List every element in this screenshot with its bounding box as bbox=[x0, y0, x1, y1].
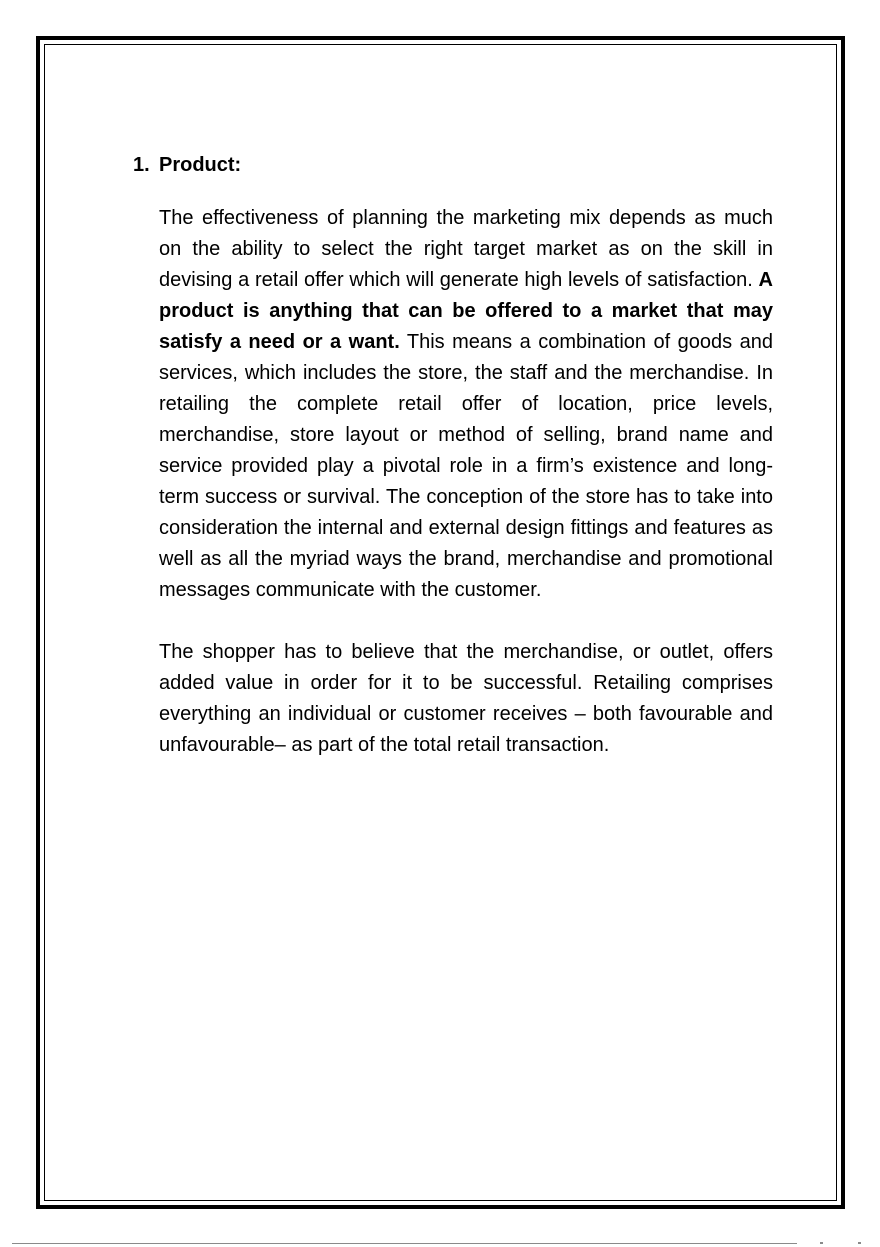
footer-dot bbox=[820, 1242, 823, 1244]
section-number: 1. bbox=[133, 154, 150, 176]
paragraph-1-text-start: The effectiveness of planning the marketing mix depends as much on the ability to select the right target market as on the skill in devising a retail offer which will generate high levels of satisfaction. bbox=[159, 207, 773, 291]
paragraph-1-text-end: This means a combination of goods and services, which includes the store, the staff and the merchandise. In retailing the complete retail offer of location, price levels, merchandise, store layout or method of selling, brand name and service provided play a pivotal role in a firm’s existence and long-term success or survival. The conception of the store has to take into consideration the internal and external design fittings and features as well as all the myriad ways the brand, merchandise and promotional messages communicate with the customer. bbox=[159, 331, 773, 601]
section-title: Product: bbox=[159, 154, 242, 176]
document-body bbox=[133, 150, 773, 792]
paragraph-2: The shopper has to believe that the merchandise, or outlet, offers added value in order for it to be successful. Retailing comprises everything an individual or customer receives – both favourable and unfavourable– as part of the total retail transaction. bbox=[159, 641, 773, 756]
footer-rule bbox=[12, 1243, 797, 1244]
paragraph-1 bbox=[159, 203, 773, 606]
footer-dot bbox=[858, 1242, 861, 1244]
product-definition-bold: A product is anything that can be offered to a market that may satisfy a need or a want. bbox=[159, 269, 773, 353]
section-heading bbox=[133, 150, 773, 181]
